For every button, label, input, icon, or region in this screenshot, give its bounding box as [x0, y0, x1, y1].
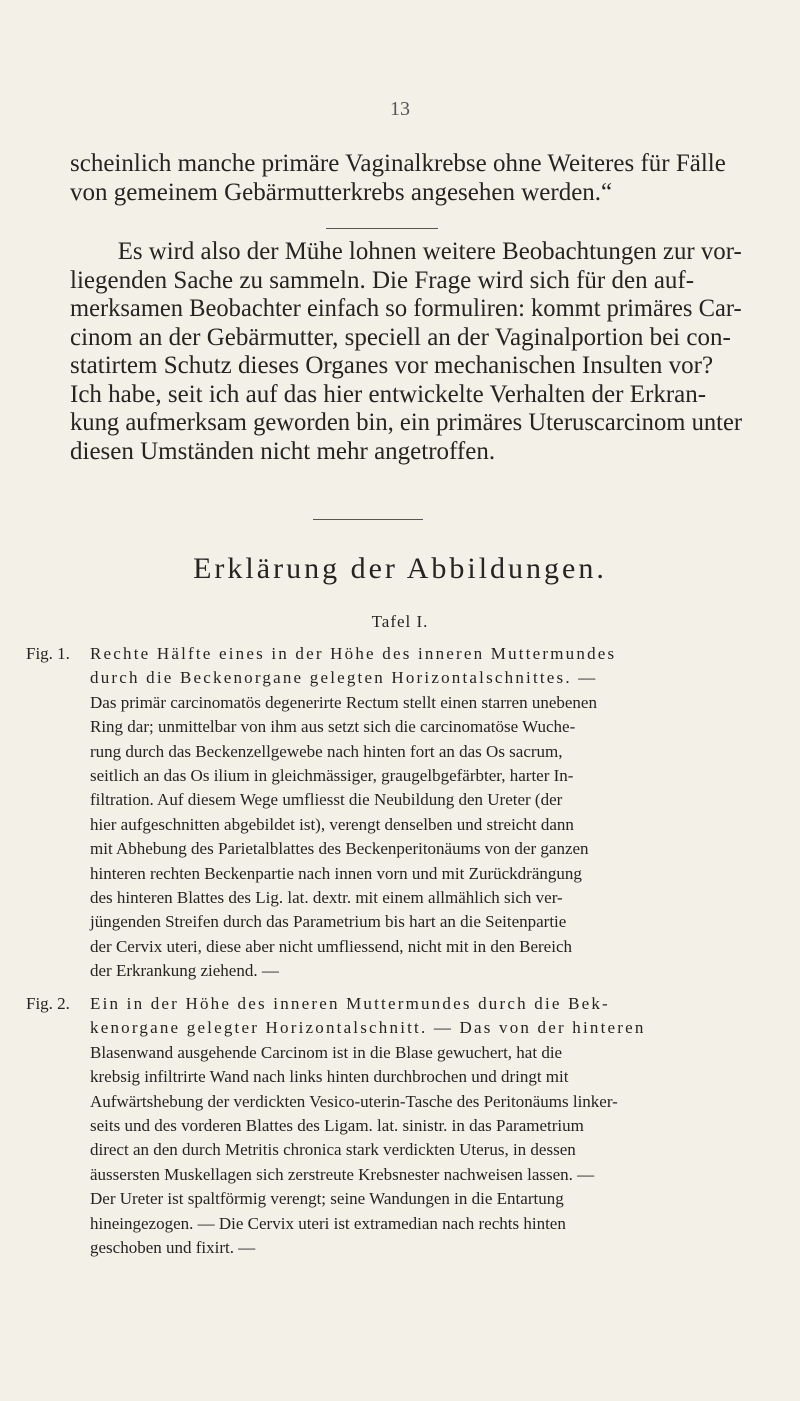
text-line: Es wird also der Mühe lohnen weitere Beobachtungen zur vor- — [117, 238, 742, 265]
caption-line: geschoben und fixirt. — — [90, 1238, 256, 1258]
caption-line: filtration. Auf diesem Wege umfliesst die Neubildung den Ureter (der — [90, 790, 563, 810]
page-number: 13 — [390, 98, 410, 120]
section-divider — [313, 519, 423, 520]
caption-line: krebsig infiltrirte Wand nach links hinten durchbrochen und dringt mit — [90, 1067, 569, 1087]
caption-line: rung durch das Beckenzellgewebe nach hinten fort an das Os sacrum, — [90, 741, 563, 761]
caption-line: hineingezogen. — Die Cervix uteri ist extramedian nach rechts hinten — [90, 1213, 566, 1233]
caption-line: äussersten Muskellagen sich zerstreute Krebsnester nachweisen lassen. — — [90, 1164, 595, 1184]
section-divider — [326, 228, 438, 229]
caption-line: hier aufgeschnitten abgebildet ist), verengt denselben und streicht dann — [90, 814, 574, 834]
text-line: cinom an der Gebärmutter, speciell an der Vaginalportion bei con- — [70, 323, 731, 351]
caption-line: Der Ureter ist spaltförmig verengt; seine Wandungen in die Entartung — [90, 1189, 564, 1209]
text-line: von gemeinem Gebärmutterkrebs angesehen werden.“ — [70, 178, 613, 206]
text-line: scheinlich manche primäre Vaginalkrebse ohne Weiteres für Fälle — [70, 150, 726, 177]
caption-line: jüngenden Streifen durch das Parametrium bis hart an die Seitenpartie — [90, 912, 567, 932]
text-line: diesen Umständen nicht mehr angetroffen. — [70, 437, 496, 465]
plate-title: Tafel I. — [371, 612, 429, 631]
caption-line: seitlich an das Os ilium in gleichmässiger, graugelbgefärbter, harter In- — [90, 766, 574, 786]
text-line: statirtem Schutz dieses Organes vor mechanischen Insulten vor? — [70, 352, 714, 379]
figure-label: Fig. 2. — [26, 994, 70, 1013]
caption-line: kenorgane gelegter Horizontalschnitt. — Das von der hinteren — [90, 1018, 646, 1038]
text-line: kung aufmerksam geworden bin, ein primäres Uteruscarcinom unter — [70, 409, 743, 436]
caption-line: durch die Beckenorgane gelegten Horizontalschnittes. — — [90, 668, 598, 688]
caption-line: Das primär carcinomatös degenerirte Rectum stellt einen starren unebenen — [90, 692, 597, 712]
text-line: liegenden Sache zu sammeln. Die Frage wird sich für den auf- — [70, 266, 695, 294]
paragraph-main — [70, 238, 742, 466]
caption-line: des hinteren Blattes des Lig. lat. dextr. mit einem allmählich sich ver- — [90, 888, 563, 908]
caption-line: direct an den durch Metritis chronica stark verdickten Uterus, in dessen — [90, 1140, 576, 1160]
caption-line: der Cervix uteri, diese aber nicht umfliessend, nicht mit in den Bereich — [90, 936, 572, 956]
caption-line: mit Abhebung des Parietalblattes des Beckenperitonäums von der ganzen — [90, 839, 589, 859]
caption-line: hinteren rechten Beckenpartie nach innen vorn und mit Zurückdrängung — [90, 863, 582, 883]
caption-line: Aufwärtshebung der verdickten Vesico-uterin-Tasche des Peritonäums linker- — [90, 1091, 618, 1111]
figures-heading: Erklärung der Abbildungen. — [193, 552, 607, 585]
text-line: Ich habe, seit ich auf das hier entwickelte Verhalten der Erkran- — [70, 380, 707, 408]
caption-line: seits und des vorderen Blattes des Ligam. lat. sinistr. in das Parametrium — [90, 1116, 584, 1136]
caption-line: Ring dar; unmittelbar von ihm aus setzt sich die carcinomatöse Wuche- — [90, 717, 576, 737]
caption-line: der Erkrankung ziehend. — — [90, 961, 279, 981]
figure-label: Fig. 1. — [26, 644, 70, 663]
caption-line: Blasenwand ausgehende Carcinom ist in die Blase gewuchert, hat die — [90, 1042, 563, 1062]
text-line: merksamen Beobachter einfach so formuliren: kommt primäres Car- — [70, 295, 742, 322]
caption-line: Rechte Hälfte eines in der Höhe des inneren Muttermundes — [90, 644, 617, 663]
paragraph-continuation — [70, 150, 742, 207]
caption-line: Ein in der Höhe des inneren Muttermundes durch die Bek- — [90, 994, 610, 1013]
